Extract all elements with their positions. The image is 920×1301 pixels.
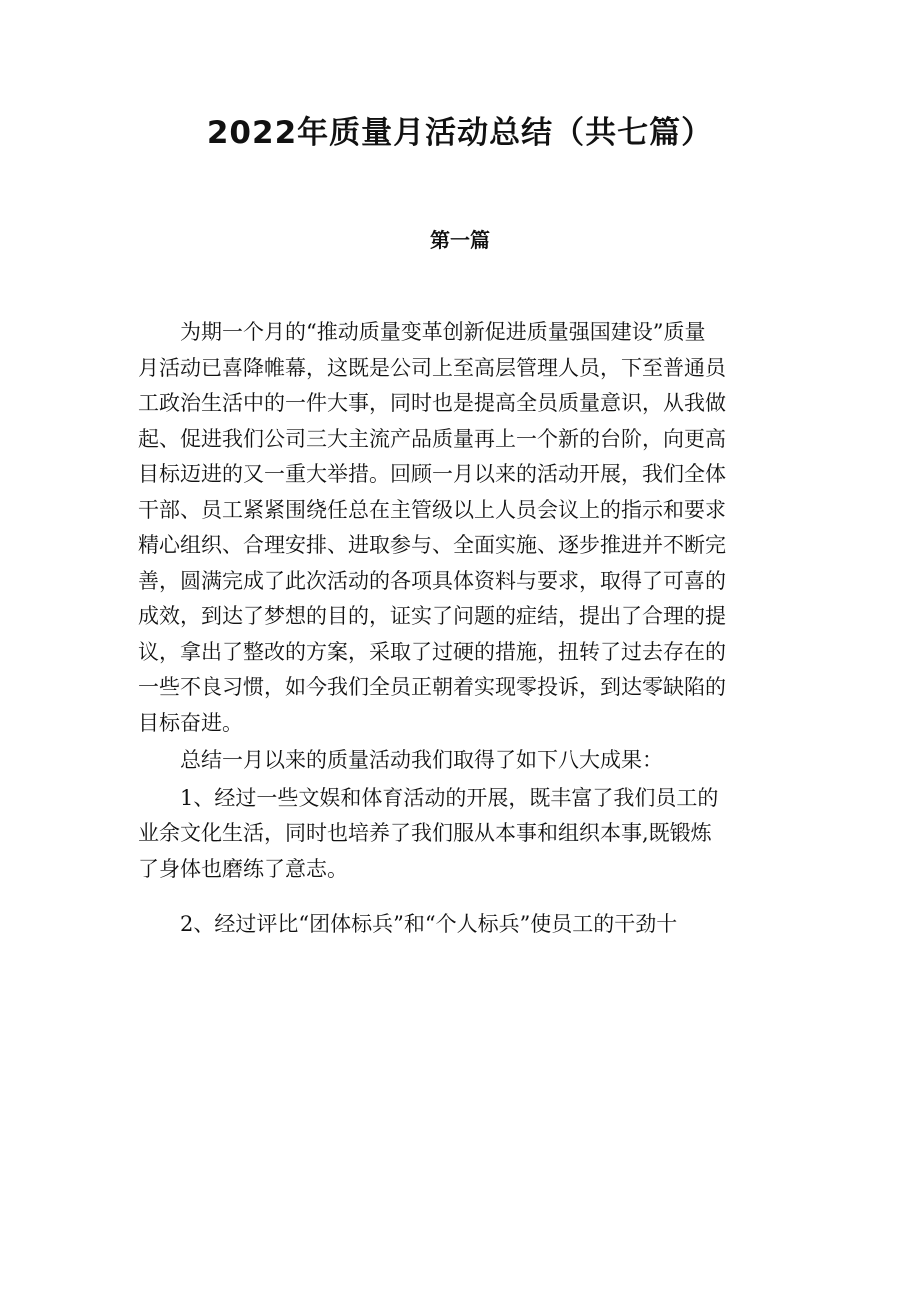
text-line: 业余文化生活，同时也培养了我们服从本事和组织本事,既锻炼 xyxy=(138,821,712,845)
text-line: 目标奋进。 xyxy=(138,710,243,735)
paragraph-item-2 xyxy=(138,907,790,943)
document-body xyxy=(138,315,790,943)
text-line: 起、促进我们公司三大主流产品质量再上一个新的台阶，向更高 xyxy=(138,426,726,451)
text-line: 总结一月以来的质量活动我们取得了如下八大成果： xyxy=(180,748,663,772)
paragraph-summary xyxy=(138,743,790,779)
text-line: 一些不良习惯，如今我们全员正朝着实现零投诉，到达零缺陷的 xyxy=(138,675,726,699)
text-line: 为期一个月的“推动质量变革创新促进质量强国建设”质量 xyxy=(180,320,706,344)
text-line: 干部、员工紧紧围绕任总在主管级以上人员会议上的指示和要求 xyxy=(138,497,726,522)
text-line: 2、经过评比“团体标兵”和“个人标兵”使员工的干劲十 xyxy=(180,912,678,936)
document-title: 2022年质量月活动总结（共七篇） xyxy=(206,115,714,151)
paragraph-intro xyxy=(138,315,790,741)
paragraph-item-1 xyxy=(138,781,790,888)
text-line: 1、经过一些文娱和体育活动的开展，既丰富了我们员工的 xyxy=(180,785,719,810)
text-line: 目标迈进的又一重大举措。回顾一月以来的活动开展，我们全体 xyxy=(138,462,726,486)
text-line: 工政治生活中的一件大事，同时也是提高全员质量意识，从我做 xyxy=(138,391,726,415)
paragraph-gap xyxy=(138,887,790,907)
text-line: 成效，到达了梦想的目的，证实了问题的症结，提出了合理的提 xyxy=(138,604,726,628)
text-line: 议，拿出了整改的方案，采取了过硬的措施，扭转了过去存在的 xyxy=(138,639,726,664)
text-line: 了身体也磨练了意志。 xyxy=(138,856,348,881)
section-heading: 第一篇 xyxy=(430,228,490,252)
text-line: 月活动已喜降帷幕，这既是公司上至高层管理人员，下至普通员 xyxy=(138,355,726,380)
text-line: 精心组织、合理安排、进取参与、全面实施、逐步推进并不断完 xyxy=(138,533,726,557)
text-line: 善，圆满完成了此次活动的各项具体资料与要求，取得了可喜的 xyxy=(138,568,726,593)
